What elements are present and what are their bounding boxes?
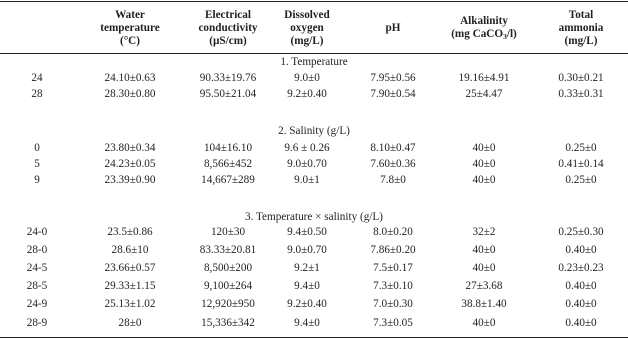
table-cell: 90.33±19.76 [199,72,257,84]
table-cell: 19.16±4.91 [458,72,510,84]
table-cell: 9.2±1 [294,262,320,274]
table-cell: 9.4±0 [294,280,320,292]
table-cell: 0.41±0.14 [558,158,604,170]
table-cell: 25±4.47 [465,88,503,100]
table-cell: 40±0 [472,262,496,274]
header-line [451,28,517,41]
header-alkalinity [428,5,540,51]
header-ph [352,5,434,51]
table-cell: 7.8±0 [380,174,406,186]
section-title: 3. Temperature × salinity (g/L) [245,211,383,223]
header-text: /l) [506,28,517,40]
table-cell: 14,667±289 [201,174,255,186]
table-cell: 27±3.68 [465,280,503,292]
table-cell: 28 [31,88,43,100]
table-cell: 0.30±0.21 [558,72,604,84]
table-cell: 8.10±0.47 [370,142,416,154]
table-bottom-rule [0,337,628,338]
table-cell: 0.40±0 [565,317,597,329]
table-cell: 7.3±0.05 [373,317,413,329]
table-cell: 8,500±200 [203,262,253,274]
table-cell: 40±0 [472,317,496,329]
table-cell: 0.40±0 [565,298,597,310]
section-title: 1. Temperature [280,56,348,68]
table-cell: 0.25±0 [565,142,597,154]
table-cell: 7.5±0.17 [373,262,413,274]
table-cell: 0.40±0 [565,280,597,292]
table-cell: 28-0 [26,244,48,256]
header-line: conductivity [198,21,258,34]
table-cell: 9 [34,174,40,186]
table-cell: 28.6±10 [111,244,149,256]
table-cell: 9.2±0.40 [287,298,327,310]
table-cell: 9.0±1 [294,174,320,186]
table-cell: 9.0±0.70 [287,244,327,256]
table-cell: 28-9 [26,317,48,329]
header-dissolved-oxygen [262,5,352,51]
table-cell: 38.8±1.40 [461,298,507,310]
table-cell: 28-5 [26,280,48,292]
table-cell: 24.10±0.63 [104,72,156,84]
table-cell: 7.60±0.36 [370,158,416,170]
header-line: (mg/L) [290,34,324,47]
table-cell: 0.33±0.31 [558,88,604,100]
table-cell: 40±0 [472,244,496,256]
subscript: 3 [503,32,507,41]
table-cell: 104±16.10 [203,142,253,154]
table-cell: 9.2±0.40 [287,88,327,100]
header-line: oxygen [290,21,324,34]
table-cell: 24 [31,72,43,84]
table-cell: 7.0±0.30 [373,298,413,310]
table-cell: 7.3±0.10 [373,280,413,292]
table-cell: 24-5 [26,262,48,274]
table-cell: 0.25±0 [565,174,597,186]
table-cell: 9,100±264 [203,280,253,292]
table-cell: 32±2 [472,226,496,238]
table-cell: 0.40±0 [565,244,597,256]
header-line: pH [385,21,401,34]
table-cell: 12,920±950 [201,298,255,310]
table-cell: 24-0 [26,226,48,238]
table-cell: 5 [34,158,40,170]
table-cell: 83.33±20.81 [199,244,257,256]
header-line: (mg/L) [564,34,598,47]
table-cell: 0.23±0.23 [558,262,604,274]
header-line: (°C) [119,34,140,47]
table-cell: 40±0 [472,142,496,154]
table-cell: 9.6 ± 0.26 [284,142,330,154]
section-title: 2. Salinity (g/L) [278,125,350,137]
table-cell: 9.4±0.50 [287,226,327,238]
header-total-ammonia [540,5,622,51]
header-water-temperature [80,5,180,51]
header-line: temperature [100,21,160,34]
header-line: Electrical [205,8,251,21]
table-cell: 29.33±1.15 [104,280,156,292]
table-cell: 9.4±0 [294,317,320,329]
header-bottom-rule [0,53,628,54]
header-line: Alkalinity [460,15,508,27]
table-cell: 40±0 [472,158,496,170]
table-cell: 9.0±0 [294,72,320,84]
table-cell: 28±0 [118,317,142,329]
table-top-rule [0,1,628,2]
table-cell: 15,336±342 [201,317,255,329]
table-cell: 8,566±452 [203,158,253,170]
table-cell: 40±0 [472,174,496,186]
table-cell: 23.5±0.86 [107,226,153,238]
table-cell: 7.95±0.56 [370,72,416,84]
table-cell: 24-9 [26,298,48,310]
header-line: (µS/cm) [209,34,247,47]
table-cell: 0 [34,142,40,154]
table-cell: 23.80±0.34 [104,142,156,154]
header-line: ammonia [558,21,604,34]
header-line: Dissolved [284,8,330,21]
table-cell: 7.90±0.54 [370,88,416,100]
table-cell: 0.25±0.30 [558,226,604,238]
table-cell: 24.23±0.05 [104,158,156,170]
table-cell: 9.0±0.70 [287,158,327,170]
header-text: (mg CaCO [451,28,504,40]
table-cell: 23.66±0.57 [104,262,156,274]
table-cell: 25.13±1.02 [104,298,156,310]
table-cell: 23.39±0.90 [104,174,156,186]
table-cell: 120±30 [210,226,246,238]
table-cell: 7.86±0.20 [370,244,416,256]
header-line: Water [115,8,145,21]
header-line: Total [568,8,594,21]
table-cell: 8.0±0.20 [373,226,413,238]
table-cell: 28.30±0.80 [104,88,156,100]
table-cell: 95.50±21.04 [199,88,257,100]
